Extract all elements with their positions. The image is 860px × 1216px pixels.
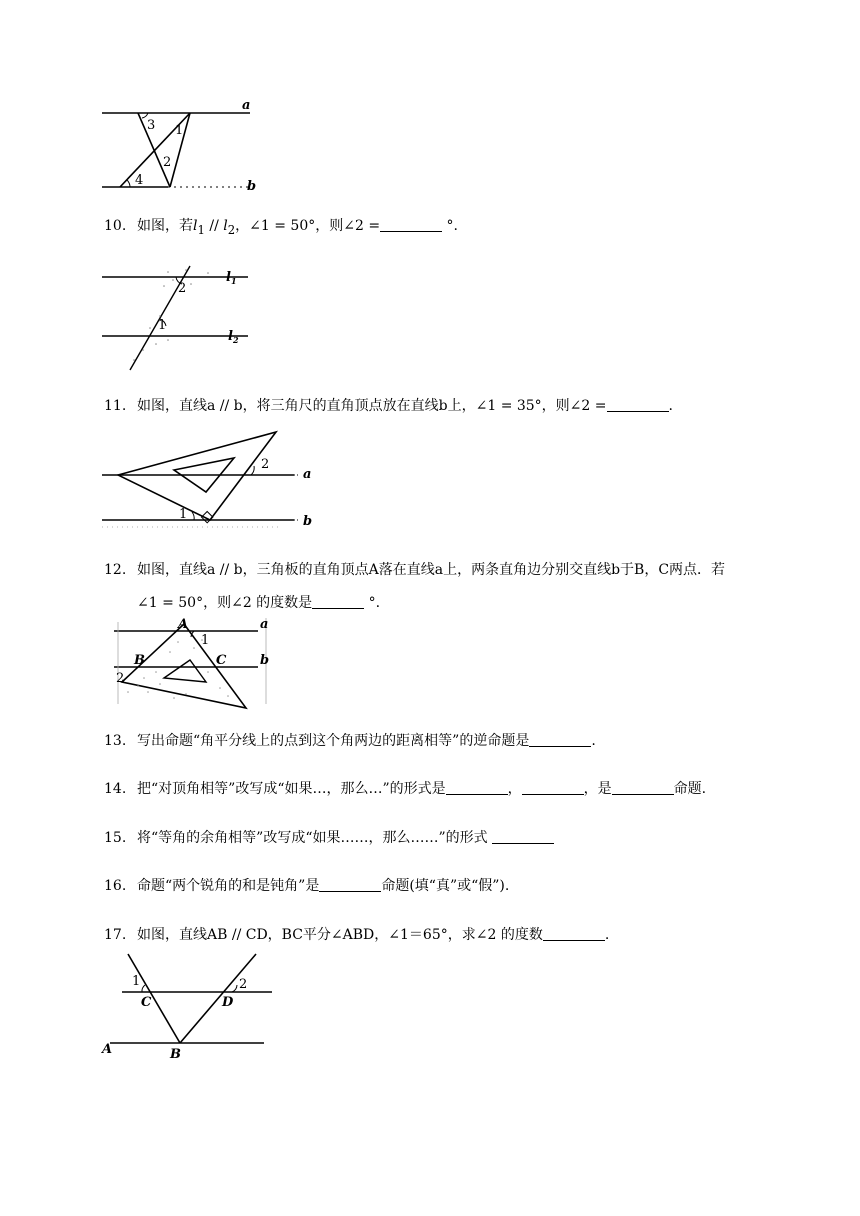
label-angle-2: 2: [178, 281, 187, 296]
label-line-b: b: [260, 653, 270, 668]
question-number: 15.: [104, 830, 127, 846]
label-point-b: B: [170, 1047, 181, 1062]
answer-blank[interactable]: [319, 877, 381, 892]
question-10: [104, 217, 458, 239]
answer-blank[interactable]: [529, 732, 591, 747]
question-text: 如图，直线a // b，将三角尺的直角顶点放在直线b上，∠1 = 35°，则∠2 =: [137, 398, 607, 414]
sub-2: 2: [227, 222, 236, 237]
question-text: 如图，若: [137, 218, 193, 234]
question-number: 14.: [104, 781, 127, 797]
label-angle-1: 1: [158, 318, 167, 333]
question-end: 命题.: [673, 781, 707, 797]
scan-noise: [133, 269, 209, 361]
sub-1: 1: [197, 222, 205, 237]
label-angle-2: 2: [239, 977, 248, 992]
question-text: 写出命题“角平分线上的点到这个角两边的距离相等”的逆命题是: [137, 733, 530, 749]
question-16: [104, 877, 509, 895]
question-text: 把“对顶角相等”改写成“如果…，那么…”的形式是: [137, 781, 446, 797]
var-l2: l: [223, 218, 228, 234]
answer-blank[interactable]: [543, 926, 605, 941]
question-text: 命题“两个锐角的和是钝角”是: [137, 878, 320, 894]
label-l1: $l_1$: [226, 270, 237, 286]
question-12: [104, 561, 726, 611]
answer-blank[interactable]: [607, 397, 669, 412]
label-line-a: a: [303, 467, 312, 482]
answer-blank-1[interactable]: [446, 780, 508, 795]
question-text-2: ，∠1 = 50°，则∠2 =: [235, 218, 381, 234]
label-angle-4: 4: [135, 173, 144, 188]
label-angle-2: 2: [163, 155, 172, 170]
question-14: [104, 780, 706, 798]
label-l2: $l_2$: [228, 329, 239, 345]
label-line-a: a: [242, 98, 251, 113]
question-text: 如图，直线a // b，三角板的直角顶点A落在直线a上，两条直角边分别交直线b于B，C两点．若: [137, 562, 726, 578]
separator-2: ，是: [583, 781, 612, 797]
label-point-b: B: [134, 653, 145, 668]
label-angle-3: 3: [147, 118, 156, 133]
question-11: [104, 397, 673, 415]
question-text: 将“等角的余角相等”改写成“如果……，那么……”的形式: [137, 830, 493, 846]
question-text-2: ∠1 = 50°，则∠2 的度数是: [137, 595, 313, 611]
label-angle-2: 2: [261, 457, 270, 472]
answer-blank[interactable]: [492, 829, 554, 844]
label-point-a: A: [102, 1042, 113, 1057]
question-13: [104, 732, 596, 750]
question-end: .: [591, 733, 596, 749]
figure-q17: [98, 950, 278, 1066]
label-point-a: A: [178, 617, 189, 632]
question-number: 13.: [104, 733, 127, 749]
label-angle-1: 1: [179, 507, 188, 522]
question-end: °.: [442, 218, 458, 234]
label-point-d: D: [222, 995, 234, 1010]
question-12-continuation: [137, 594, 380, 612]
parallel-sign: //: [204, 218, 224, 234]
var-l1: l: [193, 218, 198, 234]
label-line-b: b: [303, 514, 313, 529]
label-line-b: b: [247, 179, 257, 194]
label-point-c: C: [216, 653, 227, 668]
question-end: .: [668, 398, 673, 414]
label-angle-1: 1: [132, 974, 141, 989]
question-end: .: [604, 927, 610, 943]
figure-q9: [98, 96, 268, 196]
answer-blank-3[interactable]: [612, 780, 674, 795]
figure-q12: [98, 612, 278, 712]
figure-q10: [98, 264, 258, 374]
question-number: 11.: [104, 398, 127, 414]
label-angle-1: 1: [175, 123, 184, 138]
answer-blank-2[interactable]: [522, 780, 584, 795]
question-end: °.: [364, 595, 381, 611]
label-angle-1: 1: [201, 633, 210, 648]
answer-blank[interactable]: [312, 594, 364, 609]
question-number: 10.: [104, 218, 127, 234]
question-15: [104, 829, 554, 847]
answer-blank[interactable]: [380, 217, 442, 232]
figure-q11: [98, 426, 318, 530]
label-angle-2: 2: [116, 671, 125, 686]
label-line-a: a: [260, 617, 269, 632]
question-number: 17.: [104, 927, 127, 943]
question-17: [104, 926, 609, 944]
question-text: 如图，直线AB // CD，BC平分∠ABD，∠1＝65°，求∠2 的度数: [137, 927, 543, 943]
question-end: 命题(填“真”或“假”).: [381, 878, 510, 894]
separator-1: ，: [507, 781, 522, 797]
label-point-c: C: [141, 995, 152, 1010]
question-number: 12.: [104, 562, 127, 578]
question-number: 16.: [104, 878, 127, 894]
